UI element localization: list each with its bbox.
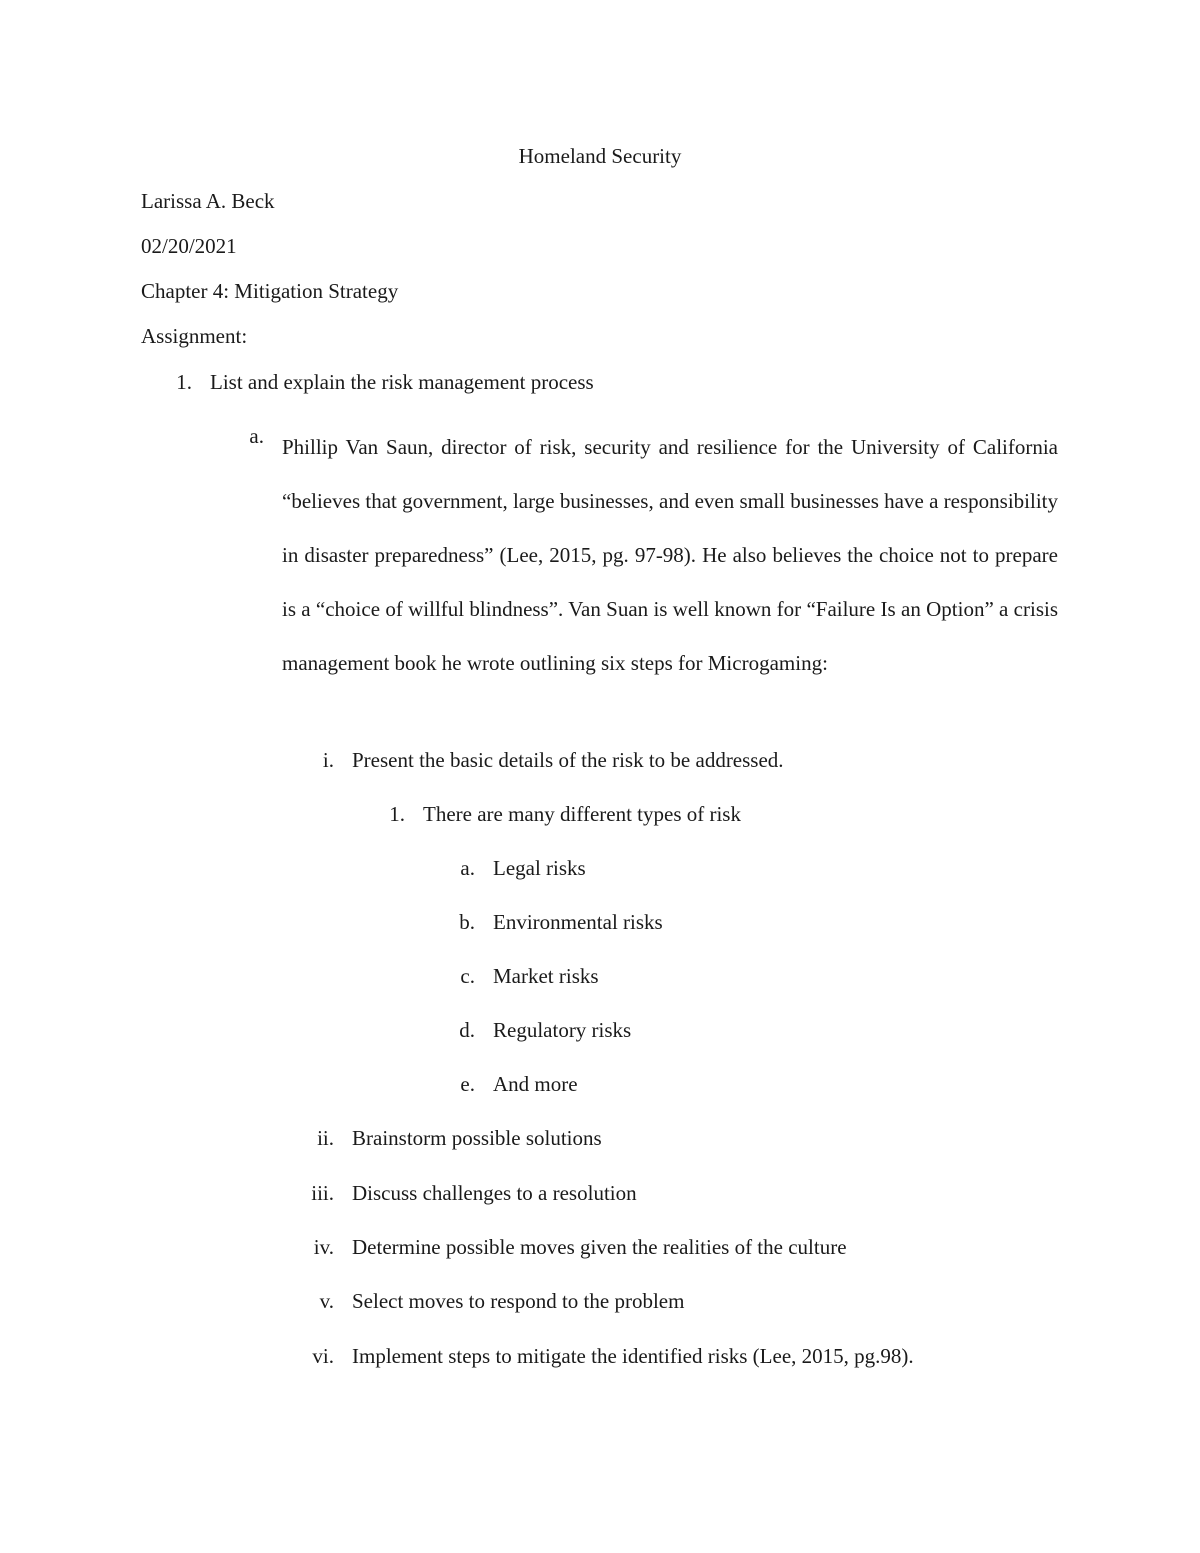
- risk-marker: c.: [460, 964, 475, 988]
- step-marker: ii.: [317, 1126, 334, 1150]
- risk-marker: b.: [459, 910, 475, 934]
- risk-type-item: And more: [493, 1072, 578, 1096]
- risk-type-item: Legal risks: [493, 856, 586, 880]
- list-marker: a.: [249, 424, 264, 448]
- document-date: 02/20/2021: [141, 234, 237, 258]
- chapter-heading: Chapter 4: Mitigation Strategy: [141, 279, 399, 303]
- risk-marker: e.: [460, 1072, 475, 1096]
- risk-type-item: Environmental risks: [493, 910, 663, 934]
- step-item: Determine possible moves given the realities of the culture: [352, 1235, 847, 1259]
- list-item-1: List and explain the risk management process: [210, 370, 594, 394]
- document-title: Homeland Security: [518, 144, 682, 168]
- assignment-label: Assignment:: [141, 324, 248, 348]
- step-marker: v.: [319, 1289, 334, 1313]
- step-marker: iii.: [311, 1181, 334, 1205]
- step-item: Present the basic details of the risk to be addressed.: [352, 748, 784, 772]
- step-item: Brainstorm possible solutions: [352, 1126, 602, 1150]
- step-item: Discuss challenges to a resolution: [352, 1181, 637, 1205]
- sub-list-item: There are many different types of risk: [423, 802, 741, 826]
- list-marker: 1.: [176, 370, 192, 394]
- paragraph-van-saun: Phillip Van Saun, director of risk, security and resilience for the University of California “believes that government, large businesses, and even small businesses have a responsibility in disaster preparedness” (Lee, 2015, pg. 97-98). He also believes the choice not to prepare is a “choice of willful blindness”. Van Suan is well known for “Failure Is an Option” a crisis management book he wrote outlining six steps for Microgaming:: [282, 435, 1058, 675]
- sub-list-marker: 1.: [389, 802, 405, 826]
- step-item: Implement steps to mitigate the identified risks (Lee, 2015, pg.98).: [352, 1344, 914, 1368]
- step-marker: vi.: [312, 1344, 334, 1368]
- step-item: Select moves to respond to the problem: [352, 1289, 685, 1313]
- step-marker: i.: [322, 748, 334, 772]
- step-marker: iv.: [313, 1235, 334, 1259]
- author-name: Larissa A. Beck: [141, 189, 275, 213]
- risk-marker: d.: [459, 1018, 475, 1042]
- risk-type-item: Regulatory risks: [493, 1018, 632, 1042]
- risk-type-item: Market risks: [493, 964, 599, 988]
- risk-marker: a.: [460, 856, 475, 880]
